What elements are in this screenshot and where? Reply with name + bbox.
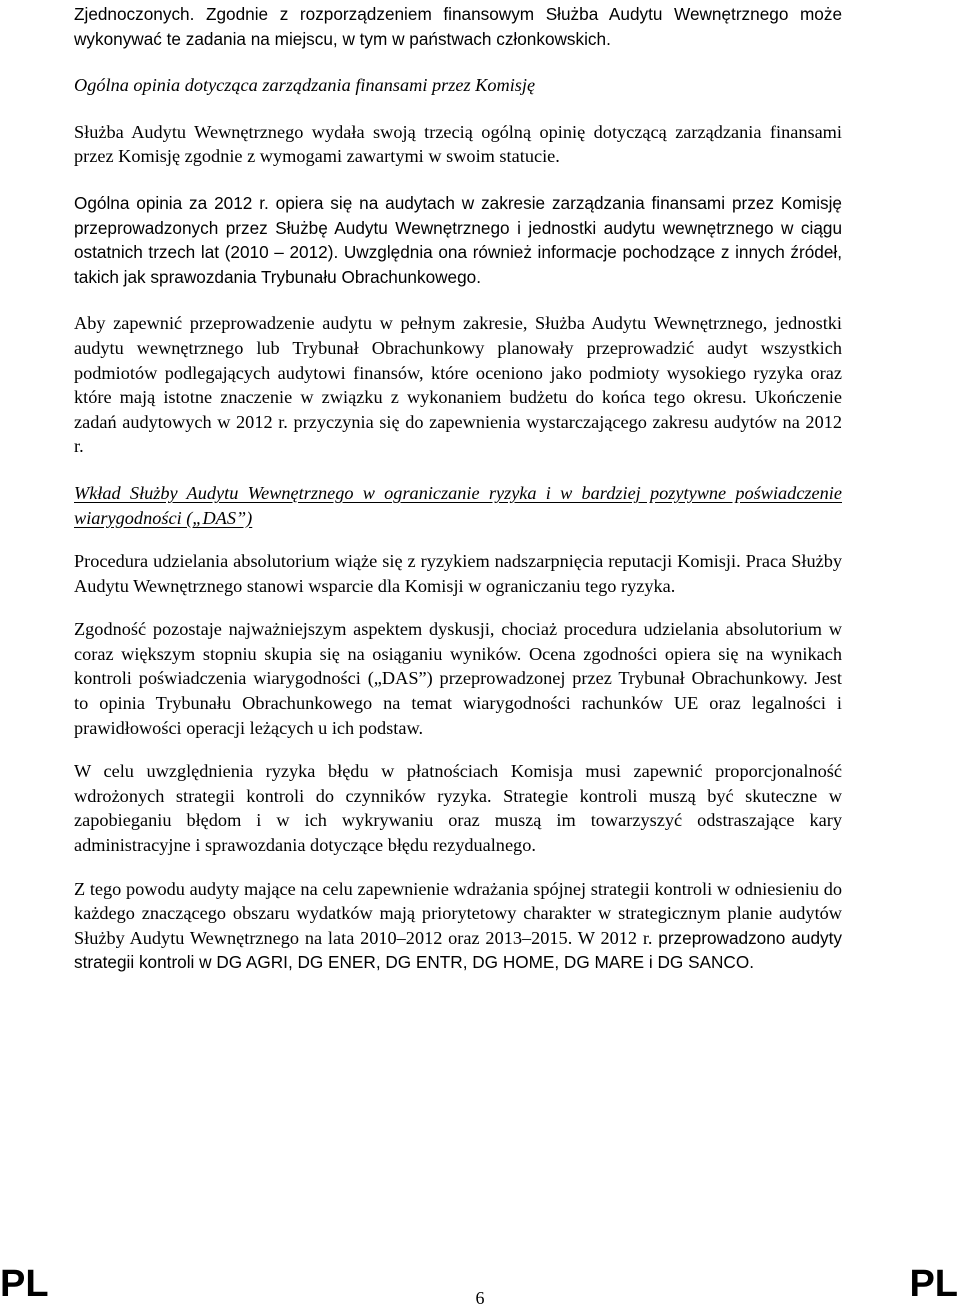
- text-segment: przeprowadzono audyty strategii kontroli w DG AGRI, DG ENER, DG ENTR, DG HOME, DG MARE i DG SANCO.: [74, 927, 842, 973]
- paragraph-opinion-basis: [74, 191, 842, 289]
- paragraph-error-risk: [74, 759, 842, 857]
- paragraph-opinion-issued: Służba Audytu Wewnętrznego wydała swoją trzecią ogólną opinię dotyczącą zarządzania finansami przez Komisję zgodnie z wymogami zawartymi w swoim statucie.: [74, 121, 842, 167]
- text-segment: Uwzględnia ona również informacje pochodzące z innych źródeł, takich jak sprawozdania Trybunału Obrachunkowego.: [74, 242, 842, 287]
- text-segment: Ogólna opinia za 2012 r. opiera się na audytach w zakresie zarządzania finansami przez Komisję przeprowadzonych przez Służbę Audytu Wewnętrznego i jednostki audytu wewnętrznego w ciągu ostatnich trzech lat (2010 – 2012).: [74, 192, 842, 263]
- text-segment: Strategie kontroli muszą być skuteczne w zapobieganiu błędom i w ich wykrywaniu oraz muszą im towarzyszyć odstraszające kary administracyjne i sprawozdania dotyczące błędu rezydualnego.: [74, 785, 842, 856]
- text-segment: Zgodnie z rozporządzeniem finansowym Służba Audytu Wewnętrznego może wykonywać te zadania na miejscu, w tym w państwach członkowskich.: [74, 4, 843, 49]
- text-segment: W celu uwzględnienia ryzyka błędu w płatnościach Komisja musi zapewnić proporcjonalność wdrożonych strategii kontroli do czynników ryzyka.: [74, 761, 842, 806]
- paragraph-strategy-audits: [74, 877, 842, 975]
- section-heading-contribution: Wkład Służby Audytu Wewnętrznego w ograniczanie ryzyka i w bardziej pozytywne poświadczenie wiarygodności („DAS”): [74, 482, 842, 528]
- footer-language-left: PL: [0, 1263, 49, 1305]
- paragraph-discharge: Procedura udzielania absolutorium wiąże się z ryzykiem nadszarpnięcia reputacji Komisji. Praca Służby Audytu Wewnętrznego stanowi wsparcie dla Komisji w ograniczaniu tego ryzyka.: [74, 551, 842, 596]
- document-body: [74, 0, 842, 975]
- paragraph-compliance: Zgodność pozostaje najważniejszym aspektem dyskusji, chociaż procedura udzielania absolutorium w coraz większym stopniu skupia się na osiąganiu wyników. Ocena zgodności opiera się na wynikach kontroli poświadczenia wiarygodności („DAS”) przeprowadzonej przez Trybunał Obrachunkowy. Jest to opinia Trybunału Obrachunkowego na temat wiarygodności rachunków UE oraz legalności i prawidłowości operacji leżących u ich podstaw.: [74, 619, 842, 738]
- paragraph-full-coverage: Aby zapewnić przeprowadzenie audytu w pełnym zakresie, Służba Audytu Wewnętrznego, jednostki audytu wewnętrznego lub Trybunał Obrachunkowy planowały przeprowadzić audyt wszystkich podmiotów podlegających audytowi finansów, które oceniono jako podmioty wysokiego ryzyka oraz które mają istotne znaczenie w związku z wykonaniem budżetu do końca tego okresu. Ukończenie zadań audytowych w 2012 r. przyczynia się do zapewnienia wystarczającego zakresu audytów na 2012 r.: [74, 313, 842, 457]
- section-heading-opinion: Ogólna opinia dotycząca zarządzania finansami przez Komisję: [74, 75, 536, 96]
- paragraph-intro: [74, 2, 842, 51]
- page-number: 6: [475, 1288, 485, 1308]
- text-segment: Z tego powodu audyty mające na celu zapewnienie wdrażania spójnej strategii kontroli w odniesieniu do każdego znaczącego obszaru wydatków mają priorytetowy charakter w strategicznym planie audytów Służby Audytu Wewnętrznego na lata 2010–2012 oraz 2013–2015. W 2012 r.: [74, 878, 842, 948]
- footer-language-right: PL: [909, 1263, 958, 1305]
- text-segment: Zjednoczonych.: [74, 4, 206, 24]
